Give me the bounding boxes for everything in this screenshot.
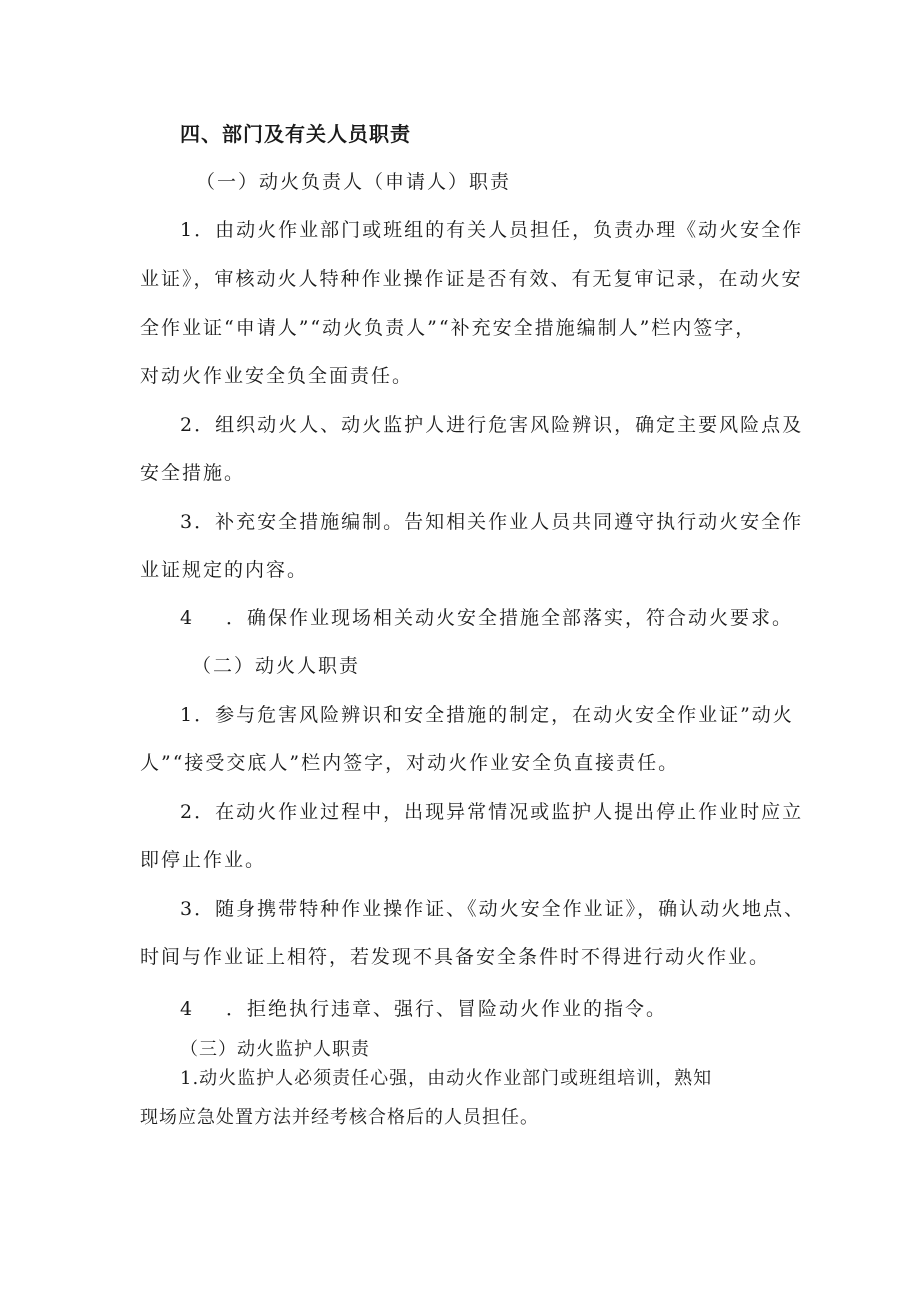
paragraph-line: 3．补充安全措施编制。告知相关作业人员共同遵守执行动火安全作 (180, 511, 804, 533)
paragraph-line: 3．随身携带特种作业操作证、《动火安全作业证》，确认动火地点、 (180, 898, 806, 920)
list-number: 4 (180, 998, 195, 1020)
paragraph-line: 1．由动火作业部门或班组的有关人员担任，负责办理《动火安全作 (180, 219, 804, 241)
paragraph-line: 2．组织动火人、动火监护人进行危害风险辨识，确定主要风险点及 (180, 414, 804, 436)
paragraph-line: ．确保作业现场相关动火安全措施全部落实，符合动火要求。 (226, 607, 794, 629)
paragraph-line: 现场应急处置方法并经考核合格后的人员担任。 (140, 1107, 539, 1128)
paragraph-line: 即停止作业。 (140, 849, 267, 871)
paragraph-line: 2．在动火作业过程中，出现异常情况或监护人提出停止作业时应立 (180, 801, 804, 823)
list-number: 4 (180, 607, 195, 629)
paragraph-line: 安全措施。 (140, 462, 246, 484)
paragraph-line: 业证》，审核动火人特种作业操作证是否有效、有无复审记录，在动火安 (140, 268, 803, 290)
paragraph-line: 人”“接受交底人”栏内签字，对动火作业安全负直接责任。 (140, 752, 680, 774)
paragraph-line: 业证规定的内容。 (140, 559, 309, 581)
subsection-title: （一）动火负责人（申请人）职责 (196, 171, 512, 193)
paragraph-line: 全作业证“申请人”“动火负责人”“补充安全措施编制人”栏内签字， (140, 317, 757, 339)
section-heading: 四、部门及有关人员职责 (180, 122, 411, 146)
subsection-title: （三）动火监护人职责 (180, 1039, 370, 1060)
paragraph-line: 1.动火监护人必须责任心强，由动火作业部门或班组培训，熟知 (180, 1068, 713, 1089)
paragraph-line: 时间与作业证上相符，若发现不具备安全条件时不得进行动火作业。 (140, 946, 771, 968)
paragraph-line: 1．参与危害风险辨识和安全措施的制定，在动火安全作业证”动火 (180, 704, 794, 726)
paragraph-line: ．拒绝执行违章、强行、冒险动火作业的指令。 (226, 998, 668, 1020)
paragraph-line: 对动火作业安全负全面责任。 (140, 365, 414, 387)
subsection-title: （二）动火人职责 (192, 655, 361, 677)
